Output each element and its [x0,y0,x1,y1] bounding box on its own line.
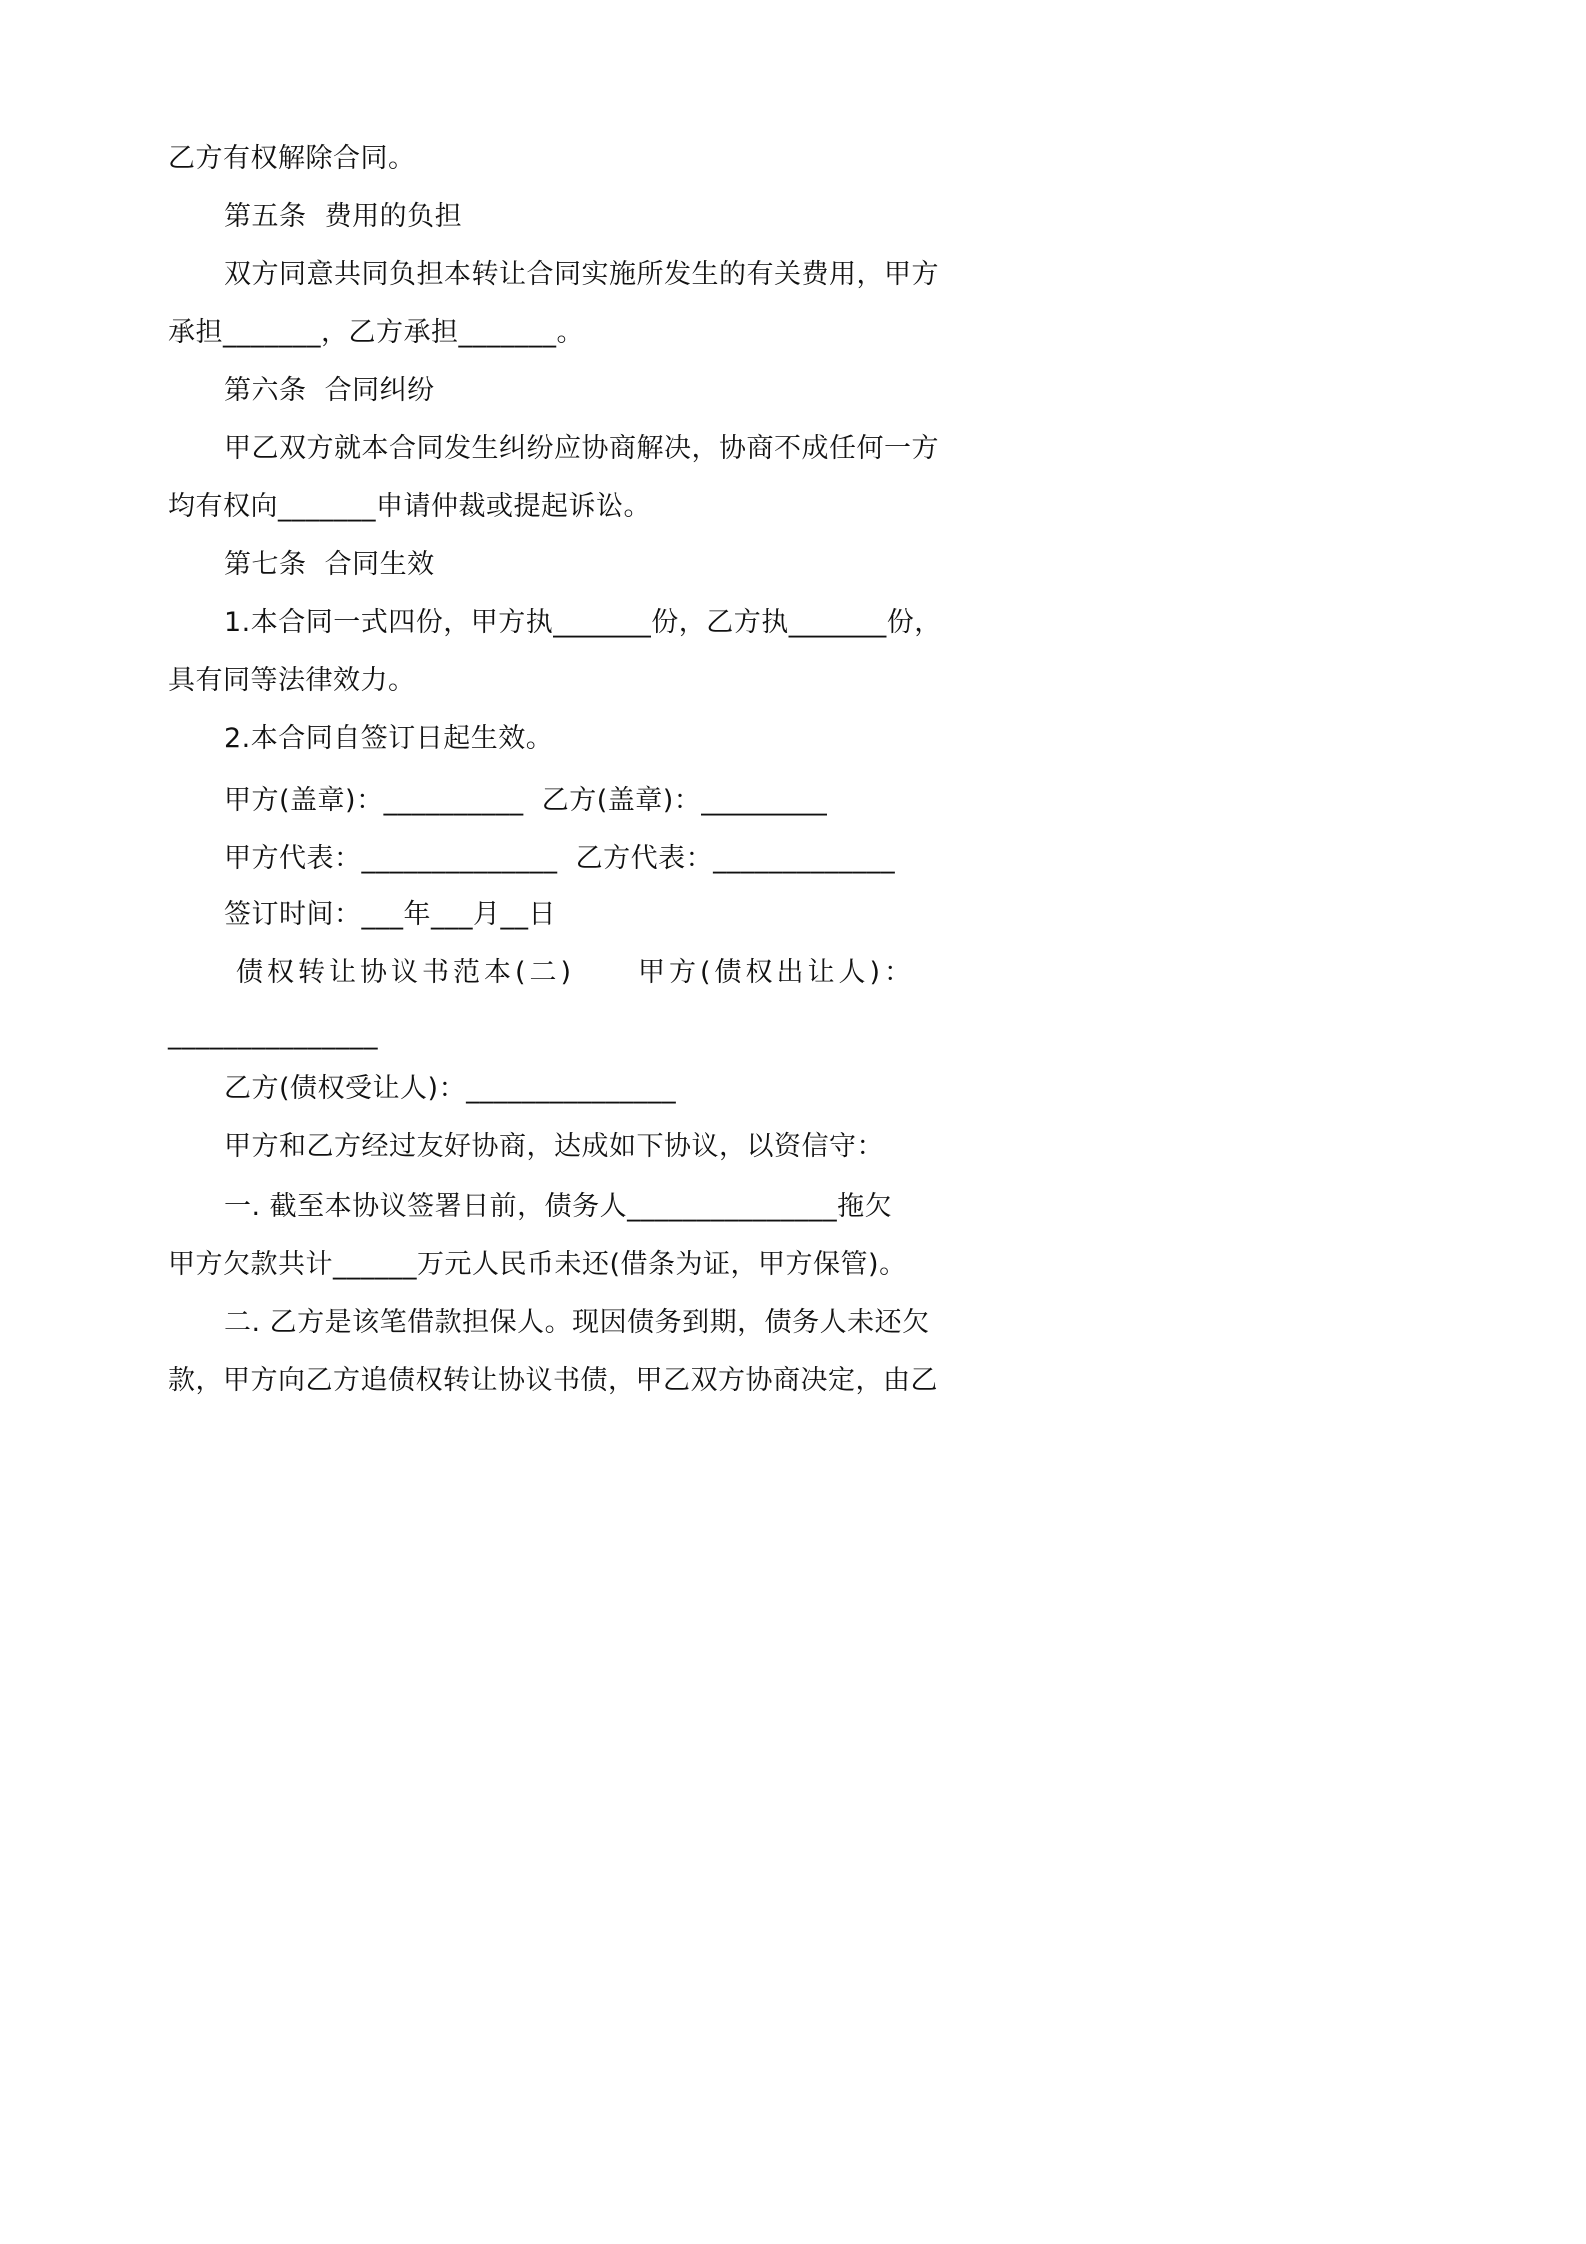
article-7-heading: 第七条 合同生效 [224,549,435,580]
party-b-line: 乙方(债权受让人)：_______________ [224,1073,677,1104]
text-line-21: 二. 乙方是该笔借款担保人。现因债务到期，债务人未还欠 [224,1307,930,1338]
text-line-19: 一. 截至本协议签署日前，债务人_______________拖欠 [224,1191,893,1222]
party-representative-line: 甲方代表：______________ 乙方代表：_____________ [224,843,896,874]
article-5-heading: 第五条 费用的负担 [224,201,463,232]
article-6-heading: 第六条 合同纠纷 [224,375,435,406]
agreement-title-line: 债权转让协议书范本(二) 甲方(债权出让人)： [236,957,916,988]
text-line-11: 2.本合同自签订日起生效。 [224,723,554,754]
text-line-3: 双方同意共同负担本转让合同实施所发生的有关费用，甲方 [224,259,939,290]
text-line-18: 甲方和乙方经过友好协商，达成如下协议，以资信守： [224,1131,884,1162]
text-line-1: 乙方有权解除合同。 [168,143,416,174]
party-seal-line: 甲方(盖章)：__________ 乙方(盖章)：_________ [224,785,828,816]
text-line-6: 甲乙双方就本合同发生纠纷应协商解决，协商不成任何一方 [224,433,939,464]
document-page [0,0,1104,1562]
blank-line: _______________ [168,1019,378,1050]
signing-date-line: 签订时间：___年___月__日 [224,899,556,930]
text-line-10: 具有同等法律效力。 [168,665,416,696]
text-line-22: 款，甲方向乙方追债权转让协议书债，甲乙双方协商决定，由乙 [168,1365,938,1396]
text-line-4: 承担_______，乙方承担_______。 [168,317,584,348]
text-line-9: 1.本合同一式四份，甲方执_______份，乙方执_______份， [224,607,942,638]
text-line-20: 甲方欠款共计______万元人民币未还(借条为证，甲方保管)。 [168,1249,907,1280]
text-line-7: 均有权向_______申请仲裁或提起诉讼。 [168,491,651,522]
